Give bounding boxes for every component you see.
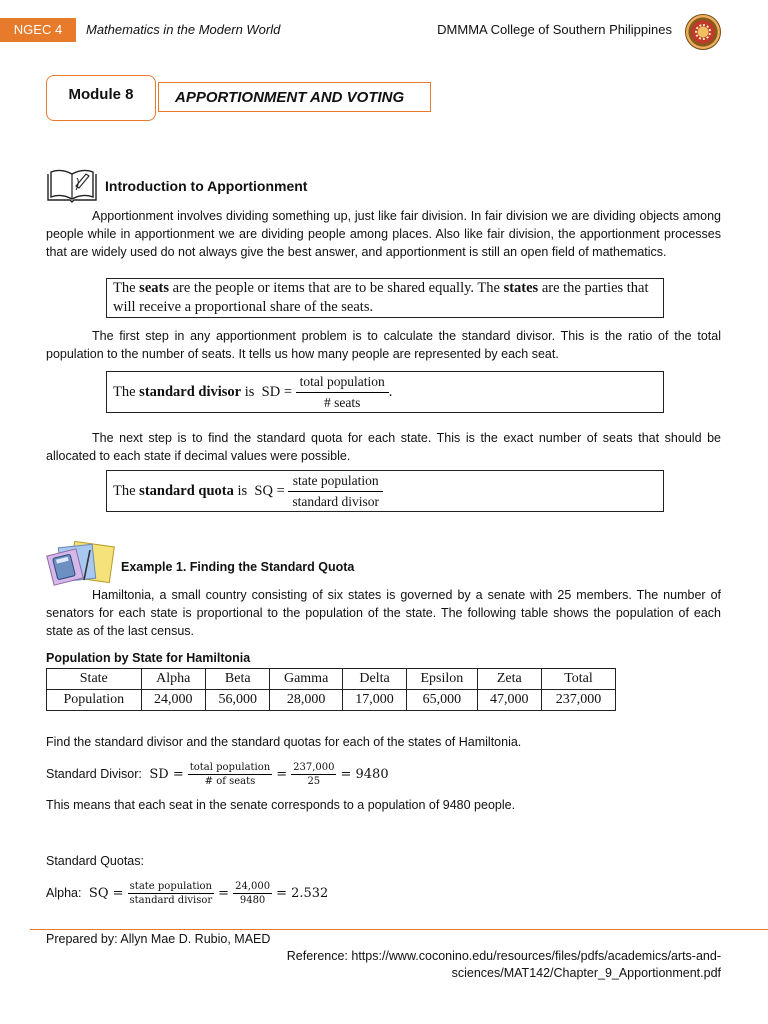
sq-fraction [288, 473, 383, 510]
standard-quota-paragraph: The next step is to find the standard quota for each state. This is the exact number of seats that should be allocated to each state if decimal values were possible. [46, 431, 721, 463]
sd-label: Standard Divisor: [46, 767, 146, 781]
table-header-cell: Delta [342, 669, 406, 690]
standard-quota-formula [106, 470, 664, 512]
alpha-frac-1-num: state population [128, 881, 215, 894]
sd-computation [46, 759, 389, 789]
table-header-cell: Epsilon [407, 669, 477, 690]
def-states: states [503, 280, 539, 296]
sd-frac-1 [188, 762, 273, 787]
example-paragraph: Hamiltonia, a small country consisting of six states is governed by a senate with 25 members. The number of senators for each state is proportional to the population of the state. The following table shows the population of each state as of the last census. [46, 588, 721, 638]
task-text: Find the standard divisor and the standard quotas for each of the states of Hamiltonia. [46, 735, 522, 749]
table-cell: 24,000 [141, 690, 205, 711]
alpha-frac-2-den: 9480 [239, 894, 266, 906]
def-seats: seats [139, 280, 169, 296]
standard-divisor-paragraph: The first step in any apportionment problem is to calculate the standard divisor. This is the ratio of the total population to the number of seats. It tells us how many people are represented by each seat. [46, 329, 721, 361]
table-header-cell: Total [541, 669, 615, 690]
table-cell: 47,000 [477, 690, 541, 711]
sd-denominator: # seats [324, 394, 361, 410]
standard-divisor-formula [106, 371, 664, 413]
table-title: Population by State for Hamiltonia [46, 651, 251, 665]
alpha-frac-2 [233, 881, 272, 906]
alpha-frac-2-num: 24,000 [235, 880, 271, 892]
table-header-cell: Alpha [141, 669, 205, 690]
sd-lhs: SD = [149, 766, 184, 782]
table-header-cell: Beta [206, 669, 270, 690]
sd-frac-2-den: 25 [307, 775, 321, 787]
sq-denominator: standard divisor [292, 493, 379, 509]
equals-sign: = [276, 766, 288, 782]
reference-line-2: sciences/MAT142/Chapter_9_Apportionment.pdf [451, 966, 721, 980]
subject-title: Mathematics in the Modern World [86, 22, 281, 37]
course-code-badge: NGEC 4 [0, 18, 76, 42]
def-text-2: are the people or items that are to be shared equally. The [168, 280, 504, 296]
equals-sign: = [218, 885, 230, 901]
intro-paragraph: Apportionment involves dividing something up, just like fair division. In fair division we are dividing objects among people while in apportionment we are dividing people among places. Also like fair division, the apportionment processes that are widely used do not always give the best answer, and apportionment is still an open field of mathematics. [46, 209, 721, 259]
alpha-frac-1 [128, 881, 215, 906]
seats-states-definition [106, 278, 664, 318]
table-header-cell: State [47, 669, 142, 690]
alpha-frac-1-den: standard divisor [129, 894, 213, 906]
table-cell: 56,000 [206, 690, 270, 711]
table-cell: 65,000 [407, 690, 477, 711]
sd-box-prefix: The [113, 383, 140, 400]
sd-box-suffix: . [388, 383, 393, 400]
footer-divider [30, 929, 768, 930]
quotas-label: Standard Quotas: [46, 854, 144, 868]
open-book-icon [46, 168, 98, 204]
module-label: Module 8 [46, 75, 156, 121]
reference-line-1: Reference: https://www.coconino.edu/resources/files/pdfs/academics/arts-and- [286, 949, 721, 963]
table-row [47, 690, 616, 711]
alpha-computation [46, 878, 328, 908]
table-cell: 17,000 [342, 690, 406, 711]
def-text-3: are the parties that will receive a proportional share of the seats. [113, 280, 649, 315]
sq-box-term: standard quota [139, 482, 234, 499]
calculator-notes-icon [46, 540, 116, 586]
sd-box-is: is SD = [241, 383, 296, 400]
sd-frac-1-num: total population [189, 761, 271, 773]
table-row-label: Population [47, 690, 142, 711]
college-seal-icon [685, 14, 721, 50]
alpha-result: = 2.532 [276, 885, 329, 901]
sd-frac-2-num: 237,000 [293, 761, 335, 773]
prepared-by: Prepared by: Allyn Mae D. Rubio, MAED [46, 932, 271, 946]
sq-numerator: state population [288, 473, 383, 492]
sd-box-term: standard divisor [139, 383, 242, 400]
table-header-cell: Gamma [270, 669, 342, 690]
college-name: DMMMA College of Southern Philippines [437, 22, 672, 37]
table-cell: 237,000 [541, 690, 615, 711]
sd-frac-2 [291, 762, 336, 787]
sq-box-prefix: The [113, 482, 140, 499]
def-text-1: The [113, 280, 140, 296]
alpha-lhs: SQ = [88, 885, 124, 901]
sq-box-is: is SQ = [233, 482, 289, 499]
sd-numerator: total population [296, 374, 389, 393]
meaning-text: This means that each seat in the senate corresponds to a population of 9480 people. [46, 798, 516, 812]
table-header-row [47, 669, 616, 690]
table-header-cell: Zeta [477, 669, 541, 690]
sd-frac-1-den: # of seats [204, 775, 256, 787]
population-table [46, 668, 616, 711]
sd-fraction [296, 374, 389, 411]
module-title: APPORTIONMENT AND VOTING [158, 82, 431, 112]
example-title: Example 1. Finding the Standard Quota [121, 560, 355, 574]
table-cell: 28,000 [270, 690, 342, 711]
intro-title: Introduction to Apportionment [105, 178, 308, 194]
alpha-label: Alpha: [46, 886, 85, 900]
sd-result: = 9480 [340, 766, 389, 782]
